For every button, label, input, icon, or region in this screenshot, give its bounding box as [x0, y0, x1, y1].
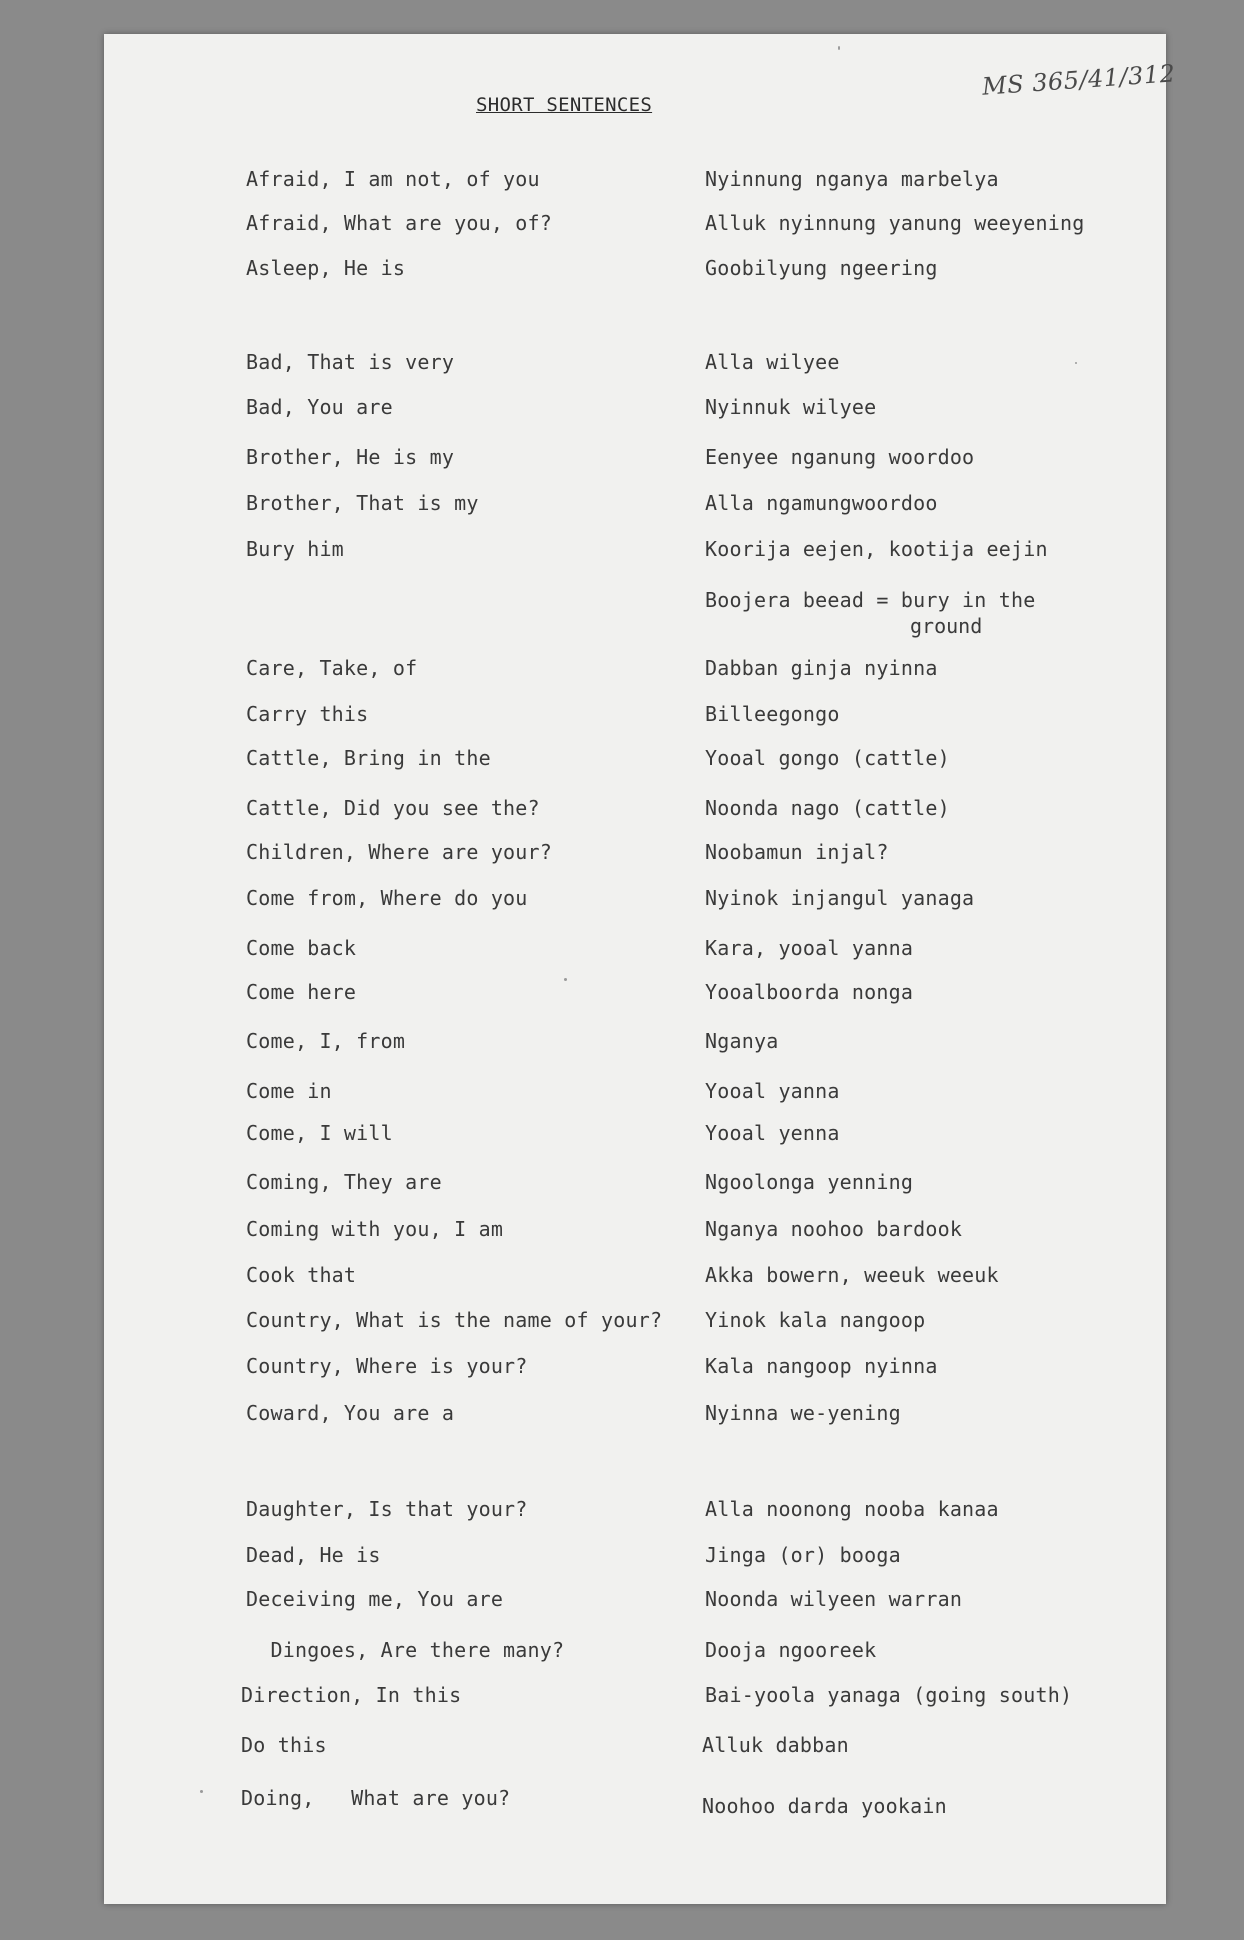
- english-phrase: Come in: [246, 1079, 332, 1103]
- english-phrase: Daughter, Is that your?: [246, 1497, 528, 1521]
- aboriginal-translation: Noohoo darda yookain: [702, 1794, 947, 1818]
- entry-row: [0, 746, 1244, 776]
- entry-row: [0, 1121, 1244, 1151]
- aboriginal-translation: Yooalboorda nonga: [705, 980, 914, 1004]
- aboriginal-translation: Noobamun injal?: [705, 840, 889, 864]
- entry-row: [0, 796, 1244, 826]
- aboriginal-translation: Bai-yoola yanaga (going south): [705, 1683, 1073, 1707]
- english-phrase: Coward, You are a: [246, 1401, 455, 1425]
- aboriginal-translation: Jinga (or) booga: [705, 1543, 901, 1567]
- english-phrase: Care, Take, of: [246, 656, 418, 680]
- english-phrase: Afraid, I am not, of you: [246, 167, 540, 191]
- entry-row: [0, 1543, 1244, 1573]
- english-phrase: Cattle, Did you see the?: [246, 796, 540, 820]
- entry-row: [0, 588, 1244, 644]
- english-phrase: Bury him: [246, 537, 344, 561]
- english-phrase: Cattle, Bring in the: [246, 746, 491, 770]
- entry-row: [0, 256, 1244, 286]
- aboriginal-translation: Alla ngamungwoordoo: [705, 491, 938, 515]
- aboriginal-translation: Billeegongo: [705, 702, 840, 726]
- entry-row: [0, 936, 1244, 966]
- entry-row: [0, 211, 1244, 241]
- entry-row: [0, 1308, 1244, 1338]
- aboriginal-translation: Nyinnuk wilyee: [705, 395, 877, 419]
- aboriginal-translation: Ngoolonga yenning: [705, 1170, 914, 1194]
- entry-row: [0, 1029, 1244, 1059]
- english-phrase: Dead, He is: [246, 1543, 381, 1567]
- entry-row: [0, 702, 1244, 732]
- aboriginal-translation-continued: ground: [910, 614, 983, 638]
- entry-row: [0, 1217, 1244, 1247]
- manuscript-reference: MS 365/41/312: [981, 59, 1177, 101]
- aboriginal-translation: Alla wilyee: [705, 350, 840, 374]
- entry-row: [0, 1638, 1244, 1668]
- entry-row: [0, 1683, 1244, 1713]
- page-title: SHORT SENTENCES: [476, 94, 653, 116]
- aboriginal-translation: Nganya: [705, 1029, 779, 1053]
- paper-speck: [838, 46, 840, 50]
- entry-row: [0, 445, 1244, 475]
- entry-row: [0, 350, 1244, 380]
- aboriginal-translation: Yooal yenna: [705, 1121, 840, 1145]
- entry-row: [0, 537, 1244, 567]
- entry-row: [0, 1354, 1244, 1384]
- entry-row: [0, 1263, 1244, 1293]
- english-phrase: Come, I, from: [246, 1029, 406, 1053]
- aboriginal-translation: Nyinok injangul yanaga: [705, 886, 975, 910]
- aboriginal-translation: Alluk nyinnung yanung weeyening: [705, 211, 1085, 235]
- english-phrase: Afraid, What are you, of?: [246, 211, 553, 235]
- english-phrase: Doing, What are you?: [241, 1786, 511, 1810]
- document-page: [104, 34, 1166, 1904]
- entry-row: [0, 1733, 1244, 1763]
- aboriginal-translation: Yooal gongo (cattle): [705, 746, 950, 770]
- entry-row: [0, 1497, 1244, 1527]
- english-phrase: Cook that: [246, 1263, 357, 1287]
- entry-row: [0, 656, 1244, 686]
- aboriginal-translation: Koorija eejen, kootija eejin: [705, 537, 1048, 561]
- english-phrase: Come, I will: [246, 1121, 393, 1145]
- aboriginal-translation: Kara, yooal yanna: [705, 936, 914, 960]
- english-phrase: Brother, That is my: [246, 491, 479, 515]
- english-phrase: Come from, Where do you: [246, 886, 528, 910]
- aboriginal-translation: Yooal yanna: [705, 1079, 840, 1103]
- aboriginal-translation: Nganya noohoo bardook: [705, 1217, 963, 1241]
- entry-row: [0, 1170, 1244, 1200]
- english-phrase: Come here: [246, 980, 357, 1004]
- english-phrase: Do this: [241, 1733, 327, 1757]
- entry-row: [0, 167, 1244, 197]
- aboriginal-translation: Noonda wilyeen warran: [705, 1587, 963, 1611]
- aboriginal-translation: Eenyee nganung woordoo: [705, 445, 975, 469]
- paper-speck: [1075, 362, 1077, 364]
- english-phrase: Coming with you, I am: [246, 1217, 504, 1241]
- entry-row: [0, 1786, 1244, 1816]
- english-phrase: Brother, He is my: [246, 445, 455, 469]
- aboriginal-translation: Nyinnung nganya marbelya: [705, 167, 999, 191]
- english-phrase: Children, Where are your?: [246, 840, 553, 864]
- english-phrase: Country, What is the name of your?: [246, 1308, 663, 1332]
- paper-speck: [200, 1790, 203, 1793]
- english-phrase: Direction, In this: [241, 1683, 462, 1707]
- entry-row: [0, 1401, 1244, 1431]
- aboriginal-translation: Boojera beead = bury in the: [705, 588, 1036, 612]
- entry-row: [0, 886, 1244, 916]
- english-phrase: Deceiving me, You are: [246, 1587, 504, 1611]
- english-phrase: Bad, You are: [246, 395, 393, 419]
- paper-speck: [564, 978, 567, 981]
- english-phrase: Come back: [246, 936, 357, 960]
- aboriginal-translation: Nyinna we-yening: [705, 1401, 901, 1425]
- entry-row: [0, 395, 1244, 425]
- aboriginal-translation: Dooja ngooreek: [705, 1638, 877, 1662]
- entry-row: [0, 491, 1244, 521]
- entry-row: [0, 840, 1244, 870]
- aboriginal-translation: Yinok kala nangoop: [705, 1308, 926, 1332]
- aboriginal-translation: Dabban ginja nyinna: [705, 656, 938, 680]
- entry-row: [0, 1079, 1244, 1109]
- english-phrase: Bad, That is very: [246, 350, 455, 374]
- aboriginal-translation: Akka bowern, weeuk weeuk: [705, 1263, 999, 1287]
- entry-row: [0, 980, 1244, 1010]
- english-phrase: Asleep, He is: [246, 256, 406, 280]
- aboriginal-translation: Alluk dabban: [702, 1733, 849, 1757]
- entry-row: [0, 1587, 1244, 1617]
- english-phrase: Carry this: [246, 702, 369, 726]
- aboriginal-translation: Noonda nago (cattle): [705, 796, 950, 820]
- english-phrase: Dingoes, Are there many?: [246, 1638, 565, 1662]
- aboriginal-translation: Goobilyung ngeering: [705, 256, 938, 280]
- english-phrase: Country, Where is your?: [246, 1354, 528, 1378]
- english-phrase: Coming, They are: [246, 1170, 442, 1194]
- aboriginal-translation: Alla noonong nooba kanaa: [705, 1497, 999, 1521]
- aboriginal-translation: Kala nangoop nyinna: [705, 1354, 938, 1378]
